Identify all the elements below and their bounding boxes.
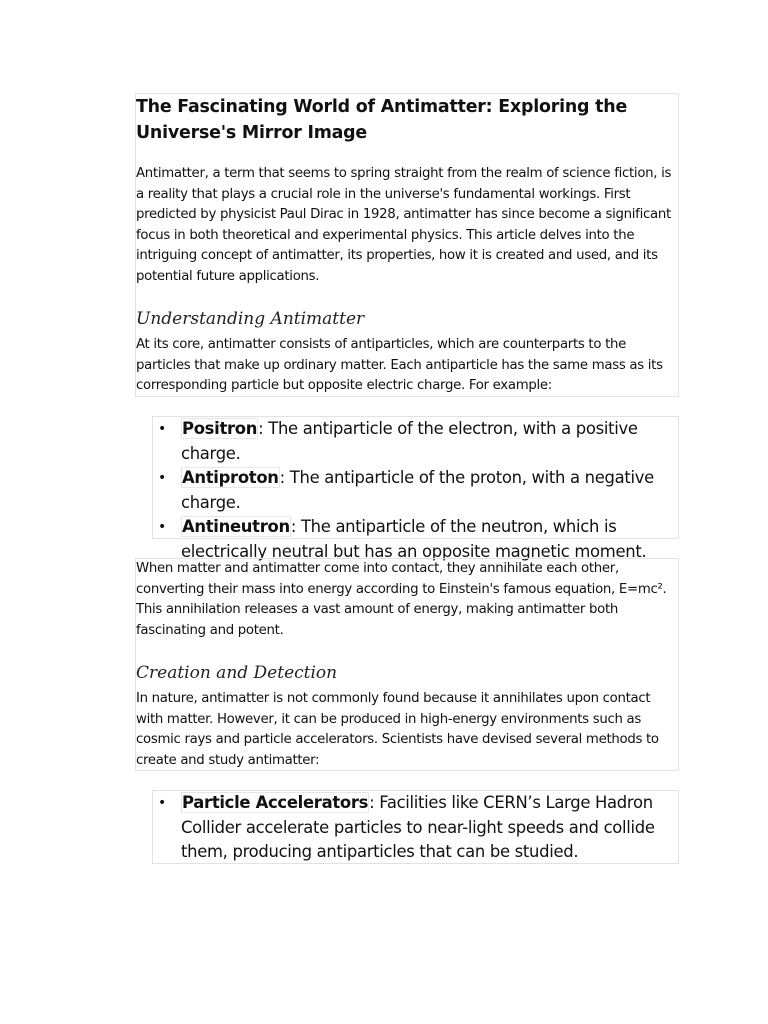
list-item-description: : The antiparticle of the proton, with a negative charge. <box>181 468 654 512</box>
antiparticle-list-block <box>152 416 679 561</box>
annihilation-paragraph: When matter and antimatter come into contact, they annihilate each other, converting their mass into energy according to Einstein's famous equation, E=mc². This annihilation releases a vast amount of energy, making antimatter both fascinating and potent. <box>136 561 667 638</box>
article-block-creation <box>135 558 679 771</box>
article-block-intro <box>135 93 679 397</box>
list-item <box>153 466 678 515</box>
bullet-icon: • <box>158 519 166 535</box>
list-item-term: Antineutron <box>182 517 290 536</box>
bullet-icon: • <box>158 795 166 811</box>
creation-and-detection-paragraph: In nature, antimatter is not commonly found because it annihilates upon contact with matter. However, it can be produced in high-energy environments such as cosmic rays and particle accelerators. Scientists have devised several methods to create and study antimatter: <box>136 691 659 768</box>
list-item <box>153 515 678 564</box>
list-item-term: Positron <box>182 419 258 438</box>
antiparticle-list <box>153 417 678 564</box>
list-item-description: : The antiparticle of the neutron, which is electrically neutral but has an opposite magnetic moment. <box>181 517 647 561</box>
list-item <box>153 791 678 865</box>
list-item-description: : The antiparticle of the electron, with a positive charge. <box>181 419 638 463</box>
list-item <box>153 417 678 466</box>
list-item-term: Antiproton <box>182 468 279 487</box>
bullet-icon: • <box>158 470 166 486</box>
article-title: The Fascinating World of Antimatter: Exploring the Universe's Mirror Image <box>136 97 628 143</box>
bullet-icon: • <box>158 421 166 437</box>
list-item-term: Particle Accelerators <box>182 793 369 812</box>
understanding-antimatter-paragraph: At its core, antimatter consists of antiparticles, which are counterparts to the particles that make up ordinary matter. Each antiparticle has the same mass as its corresponding particle but opposite electric charge. For example: <box>136 337 663 394</box>
section-heading-understanding-antimatter: Understanding Antimatter <box>136 309 365 329</box>
list-item-description: : Facilities like CERN’s Large Hadron Collider accelerate particles to near-light speeds and collide them, producing antiparticles that can be studied. <box>181 793 655 861</box>
creation-methods-list-block <box>152 790 679 864</box>
section-heading-creation-and-detection: Creation and Detection <box>136 663 338 683</box>
creation-methods-list <box>153 791 678 865</box>
intro-paragraph: Antimatter, a term that seems to spring straight from the realm of science fiction, is a reality that plays a crucial role in the universe's fundamental workings. First predicted by physicist Paul Dirac in 1928, antimatter has since become a significant focus in both theoretical and experimental physics. This article delves into the intriguing concept of antimatter, its properties, how it is created and used, and its potential future applications. <box>136 166 672 284</box>
